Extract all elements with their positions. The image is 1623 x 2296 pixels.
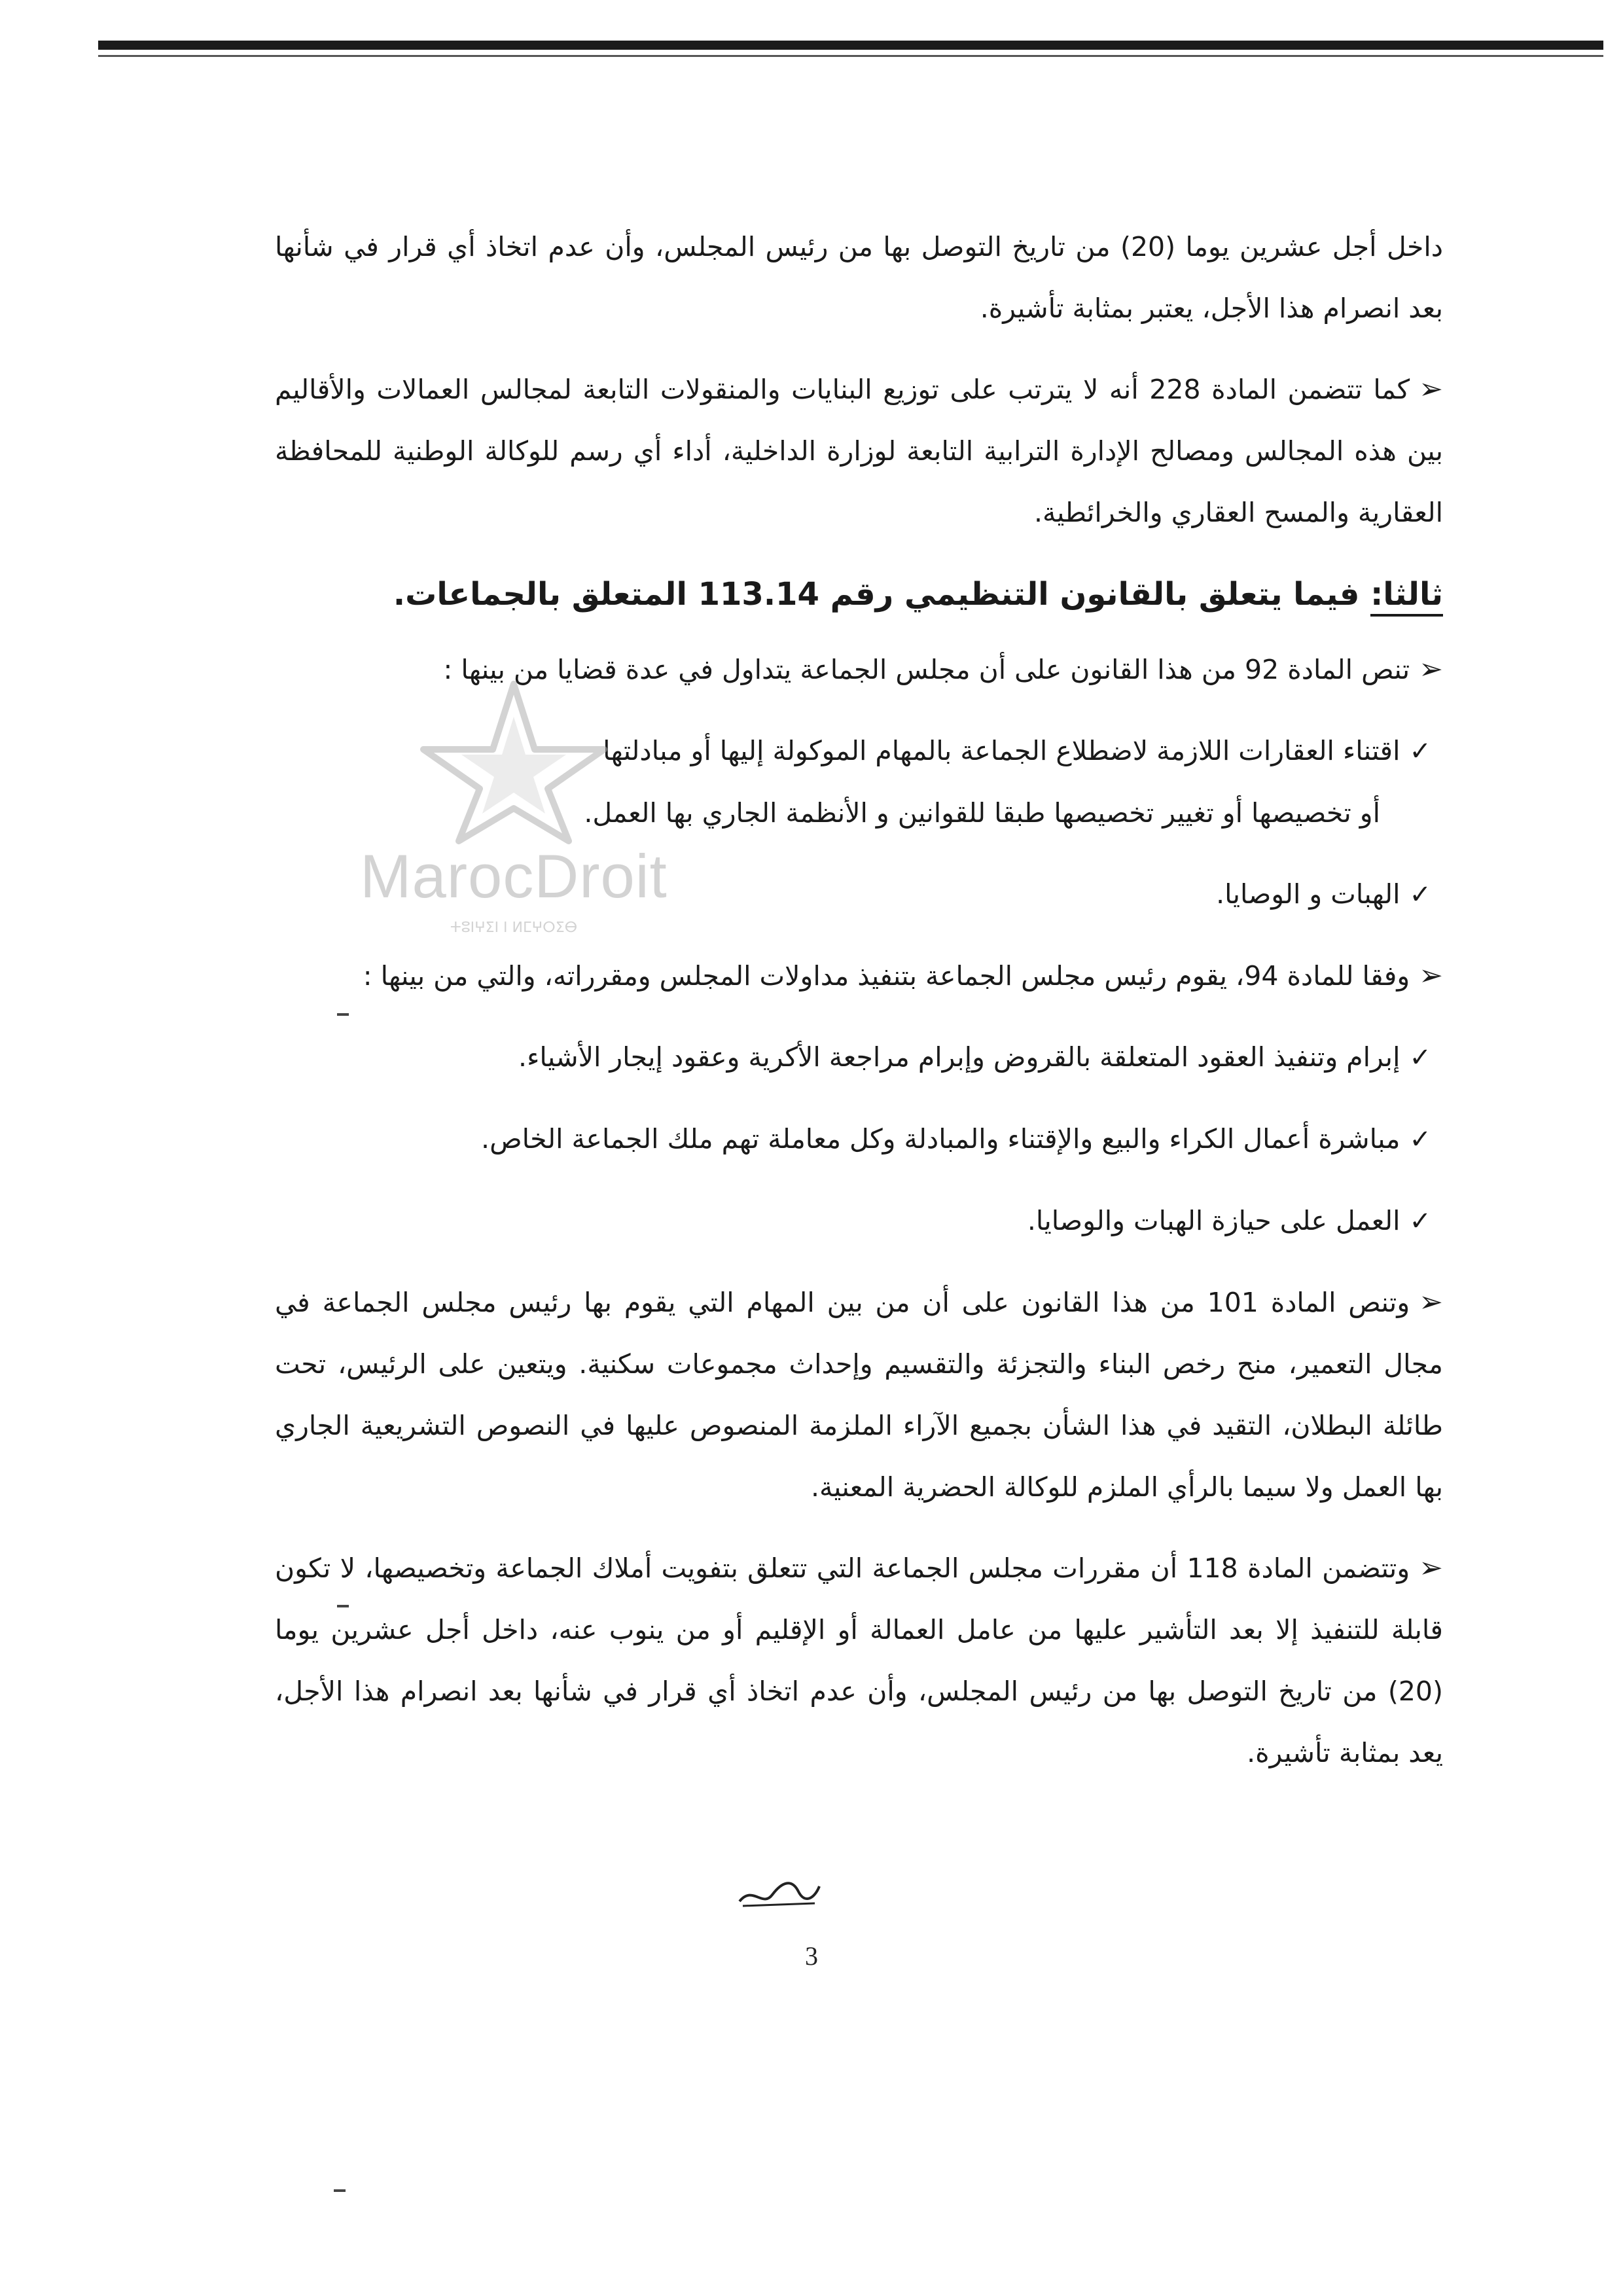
page-body bbox=[275, 216, 1443, 1803]
paragraph-article-94 bbox=[275, 945, 1443, 1007]
arrow-bullet-icon: ➢ bbox=[1419, 653, 1443, 686]
check-bullet-icon: ✓ bbox=[1409, 736, 1431, 766]
list-item bbox=[275, 1026, 1443, 1088]
check-bullet-icon: ✓ bbox=[1409, 1206, 1431, 1236]
check-bullet-icon: ✓ bbox=[1409, 1124, 1431, 1155]
list-item-text: إبرام وتنفيذ العقود المتعلقة بالقروض وإبرام مراجعة الأكرية وعقود إيجار الأشياء. bbox=[518, 1041, 1400, 1073]
paragraph-article-118 bbox=[275, 1537, 1443, 1784]
paragraph-text: وتتضمن المادة 118 أن مقررات مجلس الجماعة التي تتعلق بتفويت أملاك الجماعة وتخصيصها، لا تكون قابلة للتنفيذ إلا بعد التأشير عليها من عامل العمالة أو الإقليم أو من ينوب عنه، داخل أجل عشرين يوما (20) من تاريخ التوصل بها من رئيس المجلس، وأن عدم اتخاذ أي قرار في شأنها بعد انصرام هذا الأجل، يعد بمثابة تأشيرة. bbox=[275, 1552, 1443, 1768]
arrow-bullet-icon: ➢ bbox=[1419, 959, 1443, 992]
page-number: 3 bbox=[805, 1941, 818, 1971]
watermark-text: MarocDroit bbox=[360, 842, 668, 910]
top-rule bbox=[98, 41, 1603, 50]
paragraph-article-101 bbox=[275, 1272, 1443, 1518]
arrow-bullet-icon: ➢ bbox=[1419, 372, 1443, 406]
paragraph-text: وتنص المادة 101 من هذا القانون على أن من بين المهام التي يقوم بها رئيس مجلس الجماعة في مجال التعمير، منح رخص البناء والتجزئة والتقسيم وإحداث مجموعات سكنية. ويتعين على الرئيس، تحت طائلة البطلان، التقيد في هذا الشأن بجميع الآراء الملزمة المنصوص عليها في النصوص التشريعية الجاري بها العمل ولا سيما بالرأي الملزم للوكالة الحضرية المعنية. bbox=[275, 1287, 1443, 1503]
scan-speck bbox=[334, 2189, 346, 2192]
star-emblem-icon bbox=[344, 677, 684, 848]
watermark-subtext: ⵜⵓⵏⵖⵉⵏ ⵏ ⵍⵎⵖⵔⵉⴱ bbox=[450, 920, 578, 936]
list-item-text: مباشرة أعمال الكراء والبيع والإقتناء والمبادلة وكل معاملة تهم ملك الجماعة الخاص. bbox=[481, 1123, 1400, 1155]
watermark bbox=[344, 677, 684, 936]
paragraph-continuation: داخل أجل عشرين يوما (20) من تاريخ التوصل بها من رئيس المجلس، وأن عدم اتخاذ أي قرار في شأنها بعد انصرام هذا الأجل، يعتبر بمثابة تأشيرة. bbox=[275, 231, 1443, 324]
list-item-text: العمل على حيازة الهبات والوصايا. bbox=[1027, 1205, 1400, 1236]
section-heading bbox=[275, 563, 1443, 626]
section-heading-title: فيما يتعلق بالقانون التنظيمي رقم 113.14 المتعلق بالجماعات. bbox=[393, 576, 1371, 613]
paragraph-text: كما تتضمن المادة 228 أنه لا يترتب على توزيع البنايات والمنقولات التابعة لمجالس العمالات والأقاليم بين هذه المجالس ومصالح الإدارة الترابية التابعة لوزارة الداخلية، أداء أي رسم للوكالة الوطنية للمحافظة العقارية والمسح العقاري والخرائطية. bbox=[275, 374, 1443, 528]
arrow-bullet-icon: ➢ bbox=[1419, 1285, 1443, 1319]
list-item bbox=[275, 1190, 1443, 1252]
paragraph-text: وفقا للمادة 94، يقوم رئيس مجلس الجماعة بتنفيذ مداولات المجلس ومقرراته، والتي من بينها : bbox=[363, 960, 1410, 992]
top-rule-thin bbox=[98, 55, 1603, 57]
list-item-text: اقتناء العقارات اللازمة لاضطلاع الجماعة بالمهام الموكولة إليها أو مبادلتها bbox=[603, 735, 1400, 766]
check-bullet-icon: ✓ bbox=[1409, 880, 1431, 910]
scan-speck bbox=[337, 1013, 349, 1016]
signature-mark bbox=[733, 1872, 825, 1911]
list-item bbox=[275, 1108, 1443, 1170]
section-heading-number: ثالثا: bbox=[1370, 576, 1443, 617]
arrow-bullet-icon: ➢ bbox=[1419, 1551, 1443, 1585]
list-item-text-continued: أو تخصيصها أو تغيير تخصيصها طبقا للقوانين و الأنظمة الجاري بها العمل. bbox=[584, 797, 1380, 829]
paragraph-article-228 bbox=[275, 359, 1443, 543]
check-bullet-icon: ✓ bbox=[1409, 1043, 1431, 1073]
list-item-text: الهبات و الوصايا. bbox=[1216, 878, 1400, 910]
paragraph-text: تنص المادة 92 من هذا القانون على أن مجلس الجماعة يتداول في عدة قضايا من بينها : bbox=[443, 654, 1410, 685]
scan-speck bbox=[337, 1605, 349, 1607]
